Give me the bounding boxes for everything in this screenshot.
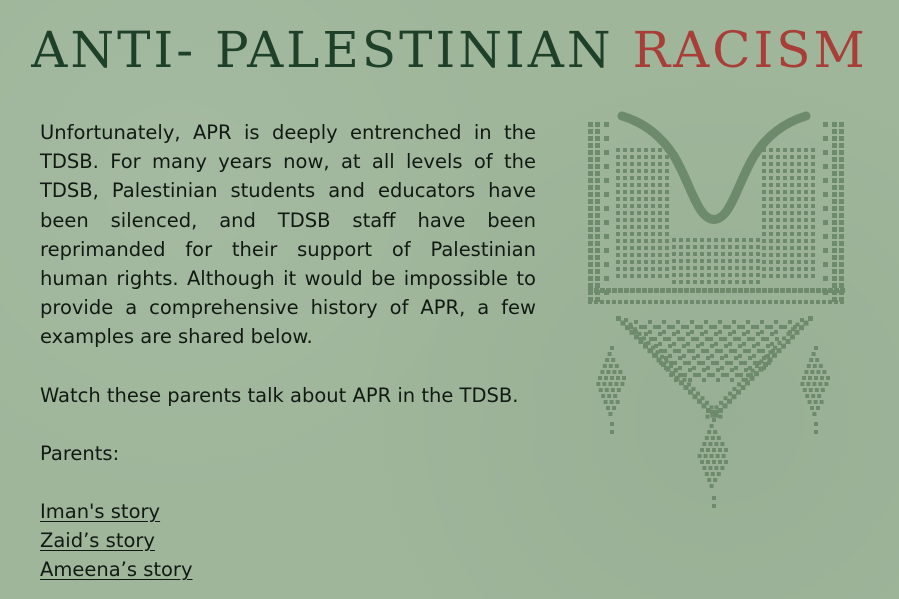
zaid-story-link[interactable]: Zaid’s story xyxy=(40,529,155,553)
iman-story-link[interactable]: Iman's story xyxy=(40,500,161,524)
main-content xyxy=(40,118,536,585)
watch-paragraph: Watch these parents talk about APR in the TDSB. xyxy=(40,383,519,407)
ameena-story-link[interactable]: Ameena’s story xyxy=(40,558,193,582)
intro-paragraph: Unfortunately, APR is deeply entrenched in the TDSB. For many years now, at all levels of the TDSB, Palestinian students and educators have been silenced, and TDSB staff have been reprimanded for their support of Palestinian human rights. Although it would be impossible to provide a comprehensive history of APR, a few examples are shared below. xyxy=(40,121,536,349)
tatreez-embroidery-icon xyxy=(582,108,852,523)
parents-label: Parents: xyxy=(40,441,120,465)
page-title xyxy=(0,18,899,82)
title-part-racism: RACISM xyxy=(632,21,868,79)
title-part-anti-palestinian: ANTI- PALESTINIAN xyxy=(31,21,614,79)
